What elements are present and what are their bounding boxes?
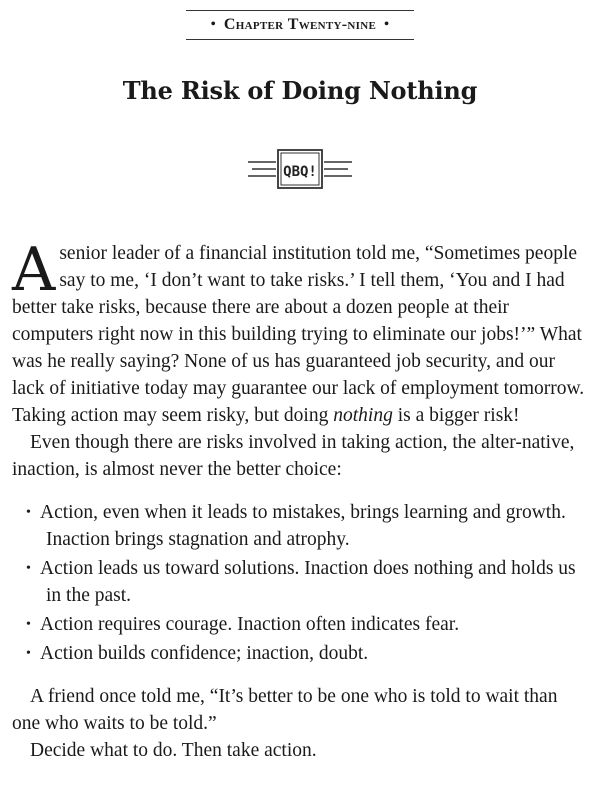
bullet-dot: •: [26, 617, 31, 632]
list-item: • Action builds confidence; inaction, doubt.: [12, 640, 590, 667]
bullet-right: •: [384, 17, 390, 32]
list-item: • Action requires courage. Inaction often indicates fear.: [12, 611, 590, 638]
qbq-logo-text: QBQ!: [283, 164, 317, 180]
list-item: • Action leads us toward solutions. Inaction does nothing and holds us in the past.: [12, 555, 590, 609]
bullet-dot: •: [26, 561, 31, 576]
list-item: • Action, even when it leads to mistakes, brings learning and growth. Inaction brings stagnation and atrophy.: [12, 499, 590, 553]
paragraph-2: Even though there are risks involved in taking action, the alter-native, inaction, is almost never the better choice:: [12, 432, 575, 480]
bullet-list: [12, 499, 590, 667]
drop-cap: A: [12, 235, 56, 305]
bullet-left: •: [210, 17, 216, 32]
qbq-logo-icon: [248, 148, 352, 190]
bullet-dot: •: [26, 505, 31, 520]
paragraph-3: A friend once told me, “It’s better to be one who is told to wait than one who waits to be told.”: [12, 686, 558, 734]
bullet-dot: •: [26, 646, 31, 661]
chapter-heading: [186, 10, 414, 40]
paragraph-4: Decide what to do. Then take action.: [30, 740, 317, 761]
body-text: [12, 235, 590, 764]
chapter-label: Chapter Twenty-nine: [223, 16, 377, 33]
paragraph-1: A senior leader of a financial institution told me, “Sometimes people say to me, ‘I don’t want to take risks.’ I tell them, ‘You and I had better take risks, because there are about a dozen people at their computers right now in this building trying to eliminate our jobs!’” What was he really saying? None of us has guaranteed job security, and our lack of initiative today may guarantee our lack of employment tomorrow. Taking action may seem risky, but doing nothing is a bigger risk!: [12, 235, 585, 426]
chapter-title: The Risk of Doing Nothing: [122, 76, 478, 105]
